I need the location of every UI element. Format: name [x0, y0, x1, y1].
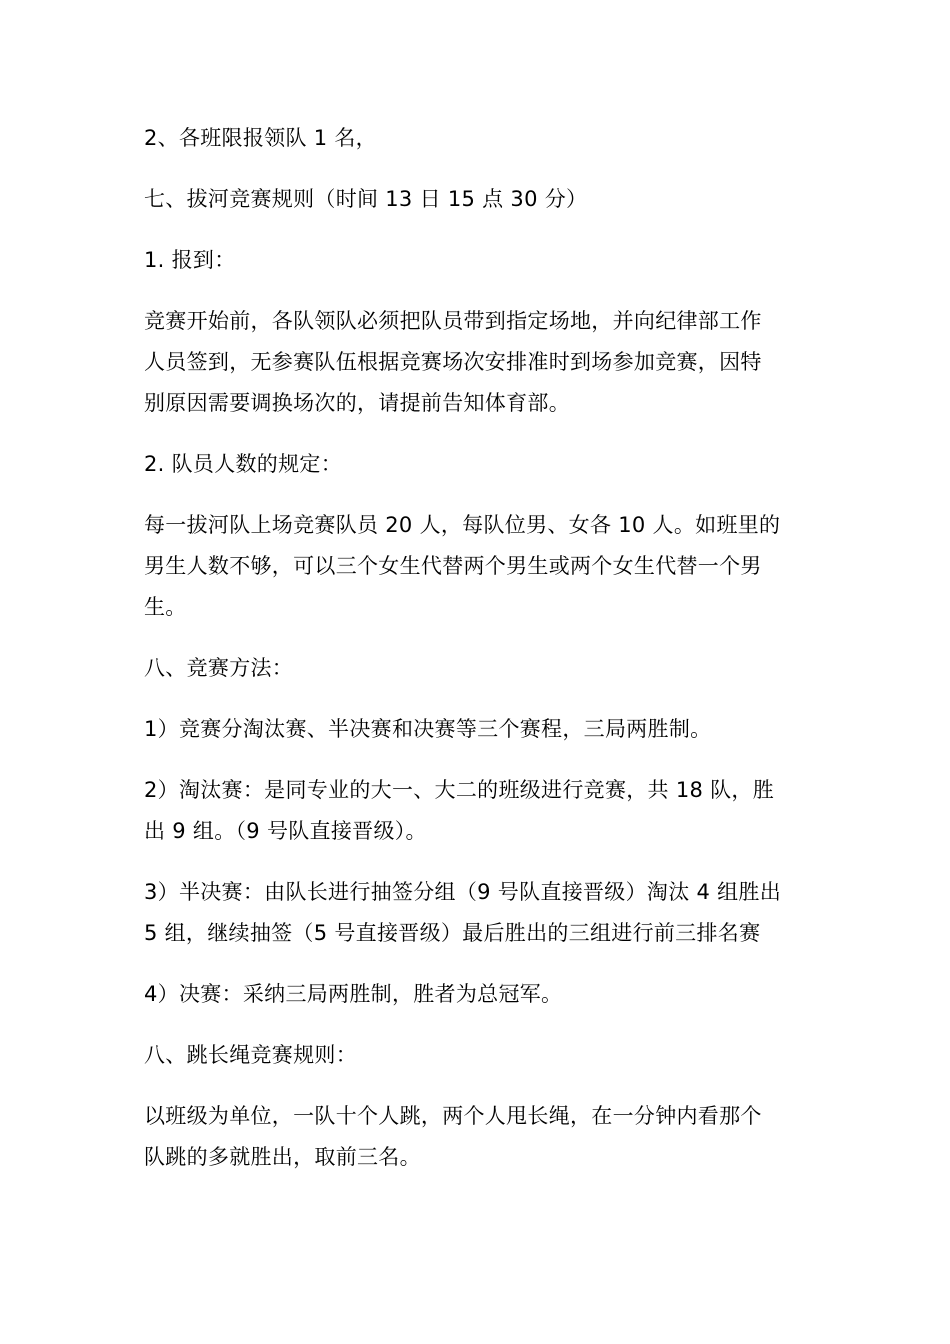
list-item-semifinal — [144, 872, 799, 954]
heading-tug-of-war-rules — [144, 179, 799, 220]
text-line: 2）淘汰赛：是同专业的大一、大二的班级进行竞赛，共 18 队，胜 — [144, 778, 775, 802]
text-line: 3）半决赛：由队长进行抽签分组（9 号队直接晋级）淘汰 4 组胜出 — [144, 880, 782, 904]
paragraph-team-size-details — [144, 505, 799, 628]
text-line: 生。 — [144, 595, 187, 619]
text-line: 2、各班限报领队 1 名， — [144, 126, 377, 150]
list-item-final — [144, 974, 799, 1015]
text-line: 1. 报到： — [144, 248, 236, 272]
text-line: 人员签到，无参赛队伍根据竞赛场次安排准时到场参加竞赛，因特 — [144, 350, 762, 374]
list-item-elimination — [144, 770, 799, 852]
text-line: 4）决赛：采纳三局两胜制，胜者为总冠军。 — [144, 982, 563, 1006]
paragraph-long-rope-details — [144, 1096, 799, 1178]
paragraph-check-in-details — [144, 301, 799, 424]
text-line: 八、竞赛方法： — [144, 656, 294, 680]
heading-long-rope-rules — [144, 1035, 799, 1076]
text-line: 七、拔河竞赛规则（时间 13 日 15 点 30 分） — [144, 187, 588, 211]
subheading-check-in — [144, 240, 799, 281]
text-line: 竞赛开始前，各队领队必须把队员带到指定场地，并向纪律部工作 — [144, 309, 762, 333]
text-line: 2. 队员人数的规定： — [144, 452, 343, 476]
text-line: 5 组，继续抽签（5 号直接晋级）最后胜出的三组进行前三排名赛 — [144, 921, 761, 945]
text-line: 每一拔河队上场竞赛队员 20 人，每队位男、女各 10 人。如班里的 — [144, 513, 781, 537]
paragraph-team-leader-limit — [144, 118, 799, 159]
heading-competition-method — [144, 648, 799, 689]
document-body — [144, 118, 799, 1198]
text-line: 1）竞赛分淘汰赛、半决赛和决赛等三个赛程，三局两胜制。 — [144, 717, 712, 741]
subheading-team-size — [144, 444, 799, 485]
text-line: 男生人数不够，可以三个女生代替两个男生或两个女生代替一个男 — [144, 554, 762, 578]
list-item-stages — [144, 709, 799, 750]
text-line: 出 9 组。（9 号队直接晋级）。 — [144, 819, 427, 843]
text-line: 八、跳长绳竞赛规则： — [144, 1043, 357, 1067]
text-line: 别原因需要调换场次的，请提前告知体育部。 — [144, 391, 570, 415]
text-line: 队跳的多就胜出，取前三名。 — [144, 1145, 421, 1169]
text-line: 以班级为单位，一队十个人跳，两个人甩长绳，在一分钟内看那个 — [144, 1104, 762, 1128]
